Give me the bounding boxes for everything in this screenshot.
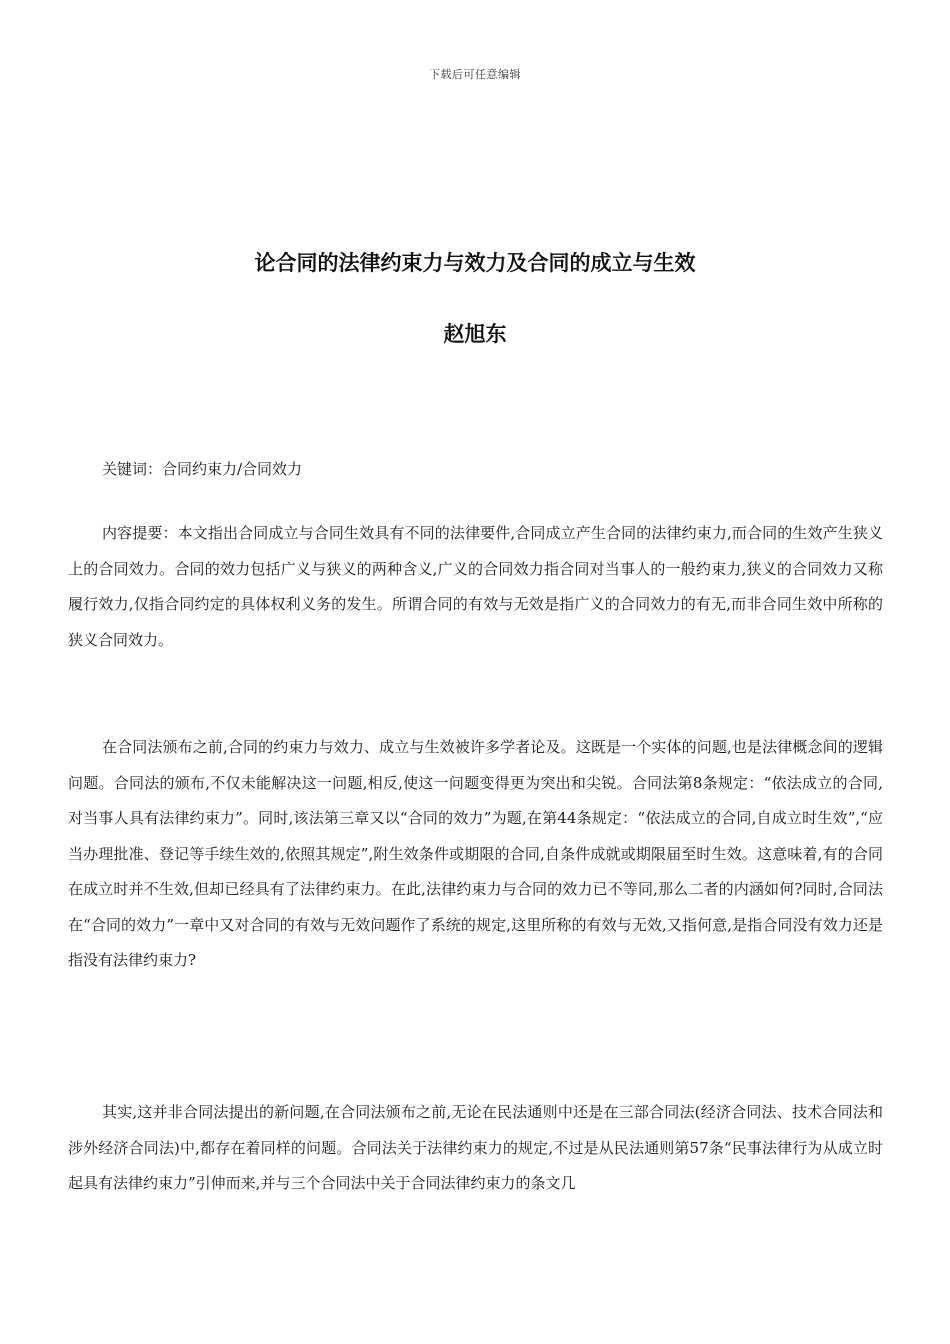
body-paragraph-2: 其实,这并非合同法提出的新问题,在合同法颁布之前,无论在民法通则中还是在三部合同法(经济合同法、技术合同法和涉外经济合同法)中,都存在着同样的问题。合同法关于法律约束力的规定,不过是从民法通则第57条“民事法律行为从成立时起具有法律约束力”引伸而来,并与三个合同法中关于合同法律约束力的条文几 — [68, 1103, 883, 1192]
keywords-paragraph: 关键词：合同约束力/合同效力 — [102, 460, 303, 478]
header-note: 下载后可任意编辑 — [429, 68, 521, 81]
document-title: 论合同的法律约束力与效力及合同的成立与生效 — [254, 251, 696, 275]
body-paragraph-1: 在合同法颁布之前,合同的约束力与效力、成立与生效被许多学者论及。这既是一个实体的问题,也是法律概念间的逻辑问题。合同法的颁布,不仅未能解决这一问题,相反,使这一问题变得更为突出和尖锐。合同法第8条规定：“依法成立的合同,对当事人具有法律约束力”。同时,该法第三章又以“合同的效力”为题,在第44条规定：“依法成立的合同,自成立时生效”,“应当办理批准、登记等手续生效的,依照其规定”,附生效条件或期限的合同,自条件成就或期限届至时生效。这意味着,有的合同在成立时并不生效,但却已经具有了法律约束力。在此,法律约束力与合同的效力已不等同,那么二者的内涵如何?同时,合同法在“合同的效力”一章中又对合同的有效与无效问题作了系统的规定,这里所称的有效与无效,又指何意,是指合同没有效力还是指没有法律约束力? — [68, 738, 883, 969]
author-name: 赵旭东 — [443, 322, 507, 346]
abstract-paragraph: 内容提要：本文指出合同成立与合同生效具有不同的法律要件,合同成立产生合同的法律约束力,而合同的生效产生狭义上的合同效力。合同的效力包括广义与狭义的两种含义,广义的合同效力指合同对当事人的一般约束力,狭义的合同效力又称履行效力,仅指合同约定的具体权利义务的发生。所谓合同的有效与无效是指广义的合同效力的有无,而非合同生效中所称的狭义合同效力。 — [68, 524, 883, 649]
